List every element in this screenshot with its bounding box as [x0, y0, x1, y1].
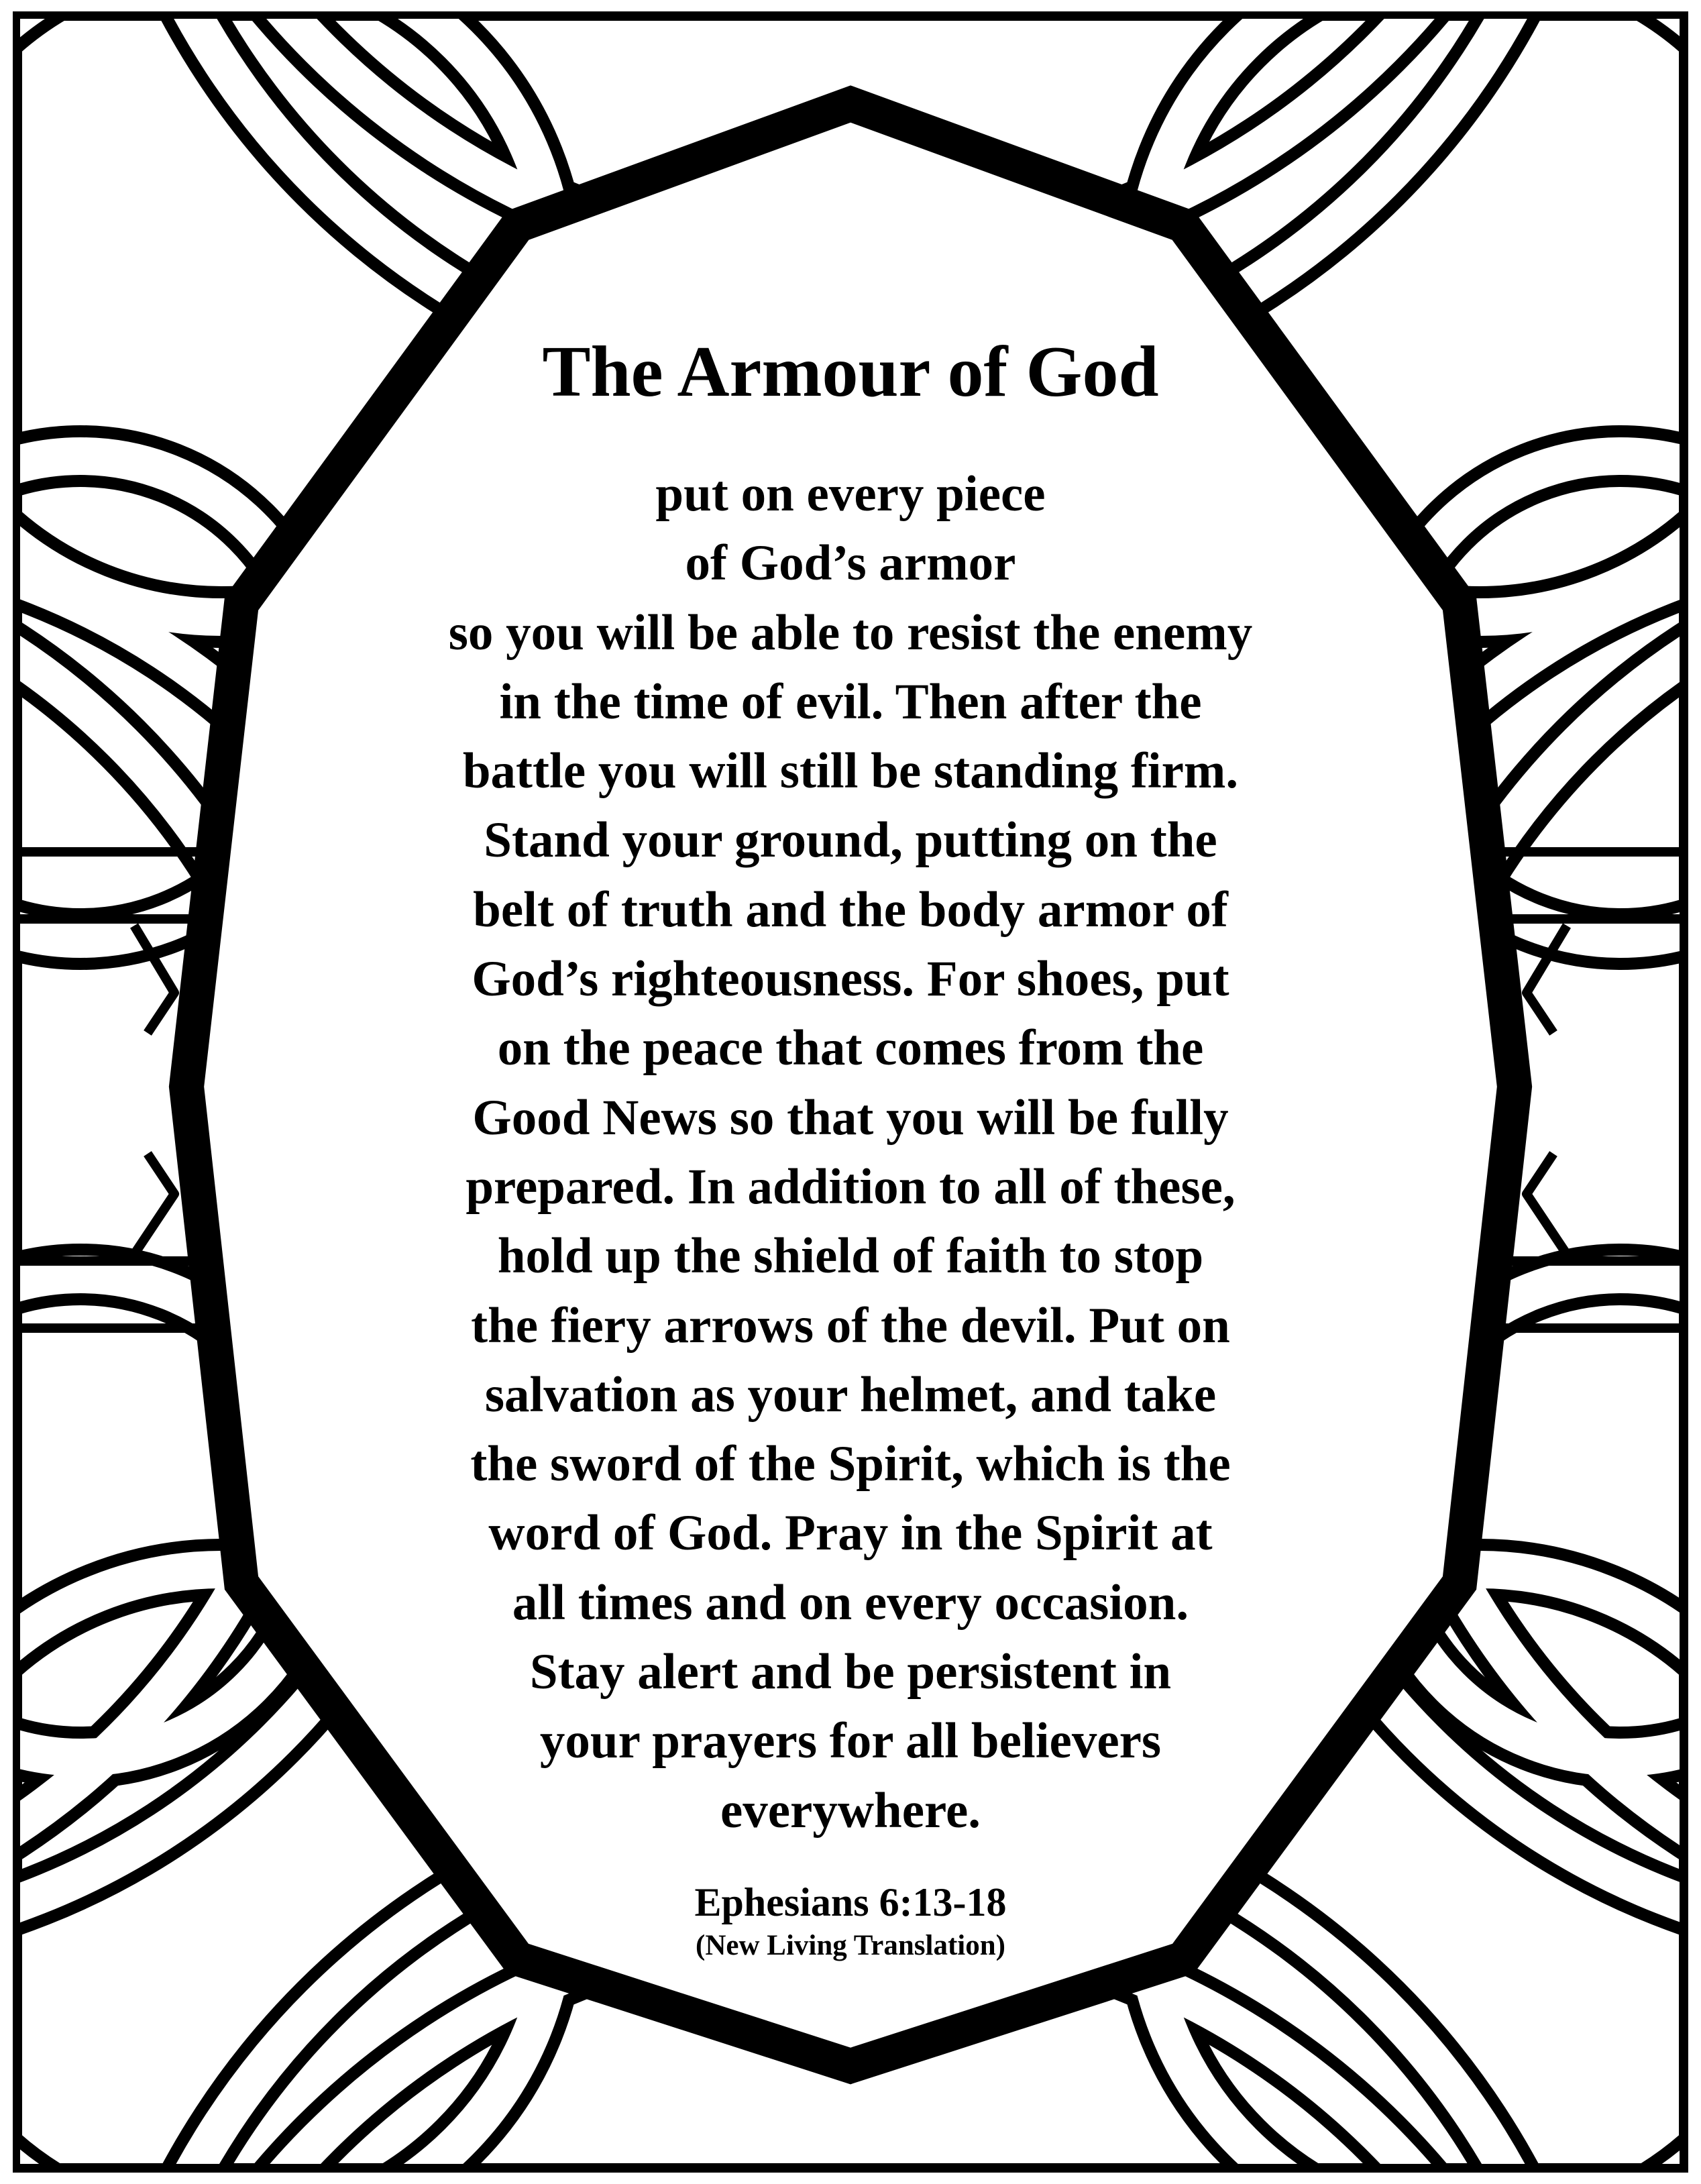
verse-line: word of God. Pray in the Spirit at — [488, 1505, 1213, 1562]
verse-line: your prayers for all believers — [539, 1713, 1162, 1769]
translation-note: (New Living Translation) — [696, 1930, 1005, 1961]
verse-line: in the time of evil. Then after the — [499, 673, 1202, 730]
verse-line: belt of truth and the body armor of — [473, 881, 1228, 938]
verse-line: God’s righteousness. For shoes, put — [472, 951, 1229, 1007]
verse-line: the fiery arrows of the devil. Put on — [471, 1297, 1230, 1354]
verse-line: so you will be able to resist the enemy — [448, 604, 1253, 661]
verse-line: salvation as your helmet, and take — [484, 1366, 1217, 1423]
verse-line: prepared. In addition to all of these, — [465, 1158, 1236, 1215]
verse-line: everywhere. — [720, 1782, 981, 1839]
verse-line: hold up the shield of faith to stop — [497, 1228, 1204, 1285]
verse-line: Stand your ground, putting on the — [484, 812, 1217, 869]
verse-line: put on every piece — [655, 466, 1046, 522]
verse-line: Stay alert and be persistent in — [529, 1644, 1172, 1700]
verse-text — [282, 459, 1419, 1845]
verse-line: all times and on every occasion. — [512, 1574, 1189, 1631]
verse-line: of God’s armor — [685, 535, 1016, 592]
verse-line: Good News so that you will be fully — [472, 1089, 1229, 1146]
page-title: The Armour of God — [542, 332, 1159, 412]
verse-line: battle you will still be standing firm. — [462, 743, 1239, 800]
verse-panel — [282, 315, 1419, 1965]
verse-line: on the peace that comes from the — [497, 1020, 1204, 1077]
scripture-reference: Ephesians 6:13-18 — [694, 1880, 1007, 1924]
verse-line: the sword of the Spirit, which is the — [470, 1436, 1231, 1492]
